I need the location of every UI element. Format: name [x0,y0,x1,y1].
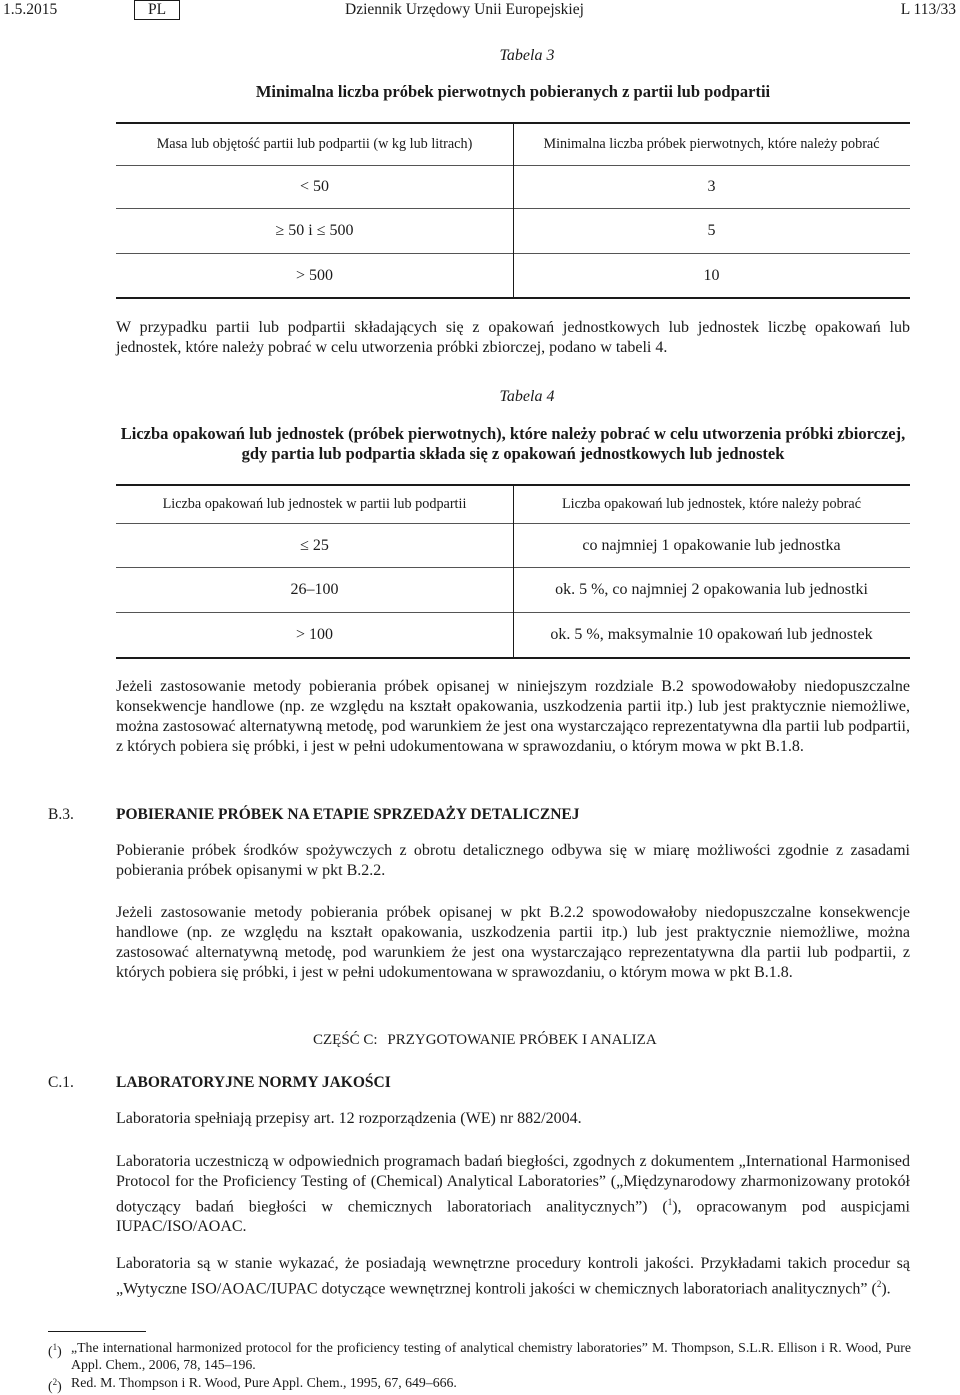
paragraph: Jeżeli zastosowanie metody pobierania próbek opisanej w pkt B.2.2 spowodowałoby niedopuszczalne konsekwencje handlowe (np. ze względu na kształt opakowania, uszkodzenia partii itp.) lub jest praktycznie niemożliwe, można zastosować alternatywną metodę, pod warunkiem że jest ona wystarczająco reprezentatywna dla partii lub podpartii, z których pobiera się próbki, i jest w pełni udokumentowana w sprawozdaniu, o którym mowa w pkt B.1.8. [116,904,910,981]
paragraph: Pobieranie próbek środków spożywczych z obrotu detalicznego odbywa się w miarę możliwości zgodnie z zasadami pobierania próbek opisanymi w pkt B.2.2. [116,842,910,879]
part-heading [313,1032,673,1049]
footnote-text: „The international harmonized protocol for the proficiency testing of analytical chemistry laboratories” M. Thompson, S.L.R. Ellison i R. Wood, Pure Appl. Chem., 2006, 78, 145–196. [71,1340,911,1372]
footnote-mark: ($^1$) [48,1342,62,1359]
paragraph: Jeżeli zastosowanie metody pobierania próbek opisanej w niniejszym rozdziale B.2 spowodowałoby niedopuszczalne konsekwencje handlowe (np. ze względu na kształt opakowania, uszkodzenia partii itp.) lub jest praktycznie niemożliwe, można zastosować alternatywną metodę, pod warunkiem że jest ona wystarczająco reprezentatywna dla partii lub podpartii, z których pobiera się próbki, i jest w pełni udokumentowana w sprawozdaniu, o którym mowa w pkt B.1.8. [116,678,910,755]
table3 [116,122,910,299]
paragraph: W przypadku partii lub podpartii składających się z opakowań jednostkowych lub jednostek liczbę opakowań lub jednostek, które należy pobrać w celu utworzenia próbki zbiorczej, podano w tabeli 4. [116,319,910,356]
table-cell: > 100 [295,626,334,643]
section-number: B.3. [48,806,74,823]
language-badge: PL [134,0,180,20]
paragraph-text: Laboratoria uczestniczą w odpowiednich programach badań biegłości, zgodnych z dokumentem „International Harmonised Protocol for the Proficiency Testing of (Chemical) Analytical Laboratories” („Międzynarodowy zharmonizowany protokół dotyczący badań biegłości w chemicznych laboratoriach analitycznych”) ( [116,1153,910,1216]
paragraph-text: Laboratoria są w stanie wykazać, że posiadają wewnętrzne procedury kontroli jakości. Przykładami takich procedur są „Wytyczne ISO/AOAC/IUPAC dotyczące wewnętrznej kontroli jakości w chemicznych laboratoriach analitycznych” ( [116,1255,910,1298]
table-cell: 10 [703,266,720,284]
paragraph-text: ), opracowanym pod auspicjami IUPAC/ISO/AOAC. [116,1198,910,1236]
publication-date: 1.5.2015 [3,1,58,18]
table-cell: ≤ 25 [300,536,329,554]
section-title: POBIERANIE PRÓBEK NA ETAPIE SPRZEDAŻY DETALICZNEJ [116,806,580,823]
table4-caption: Tabela 4 [499,388,555,405]
table3-header-min-samples: Minimalna liczba próbek pierwotnych, które należy pobrać [543,136,880,152]
footnote-separator [48,1331,146,1332]
table4-header-count: Liczba opakowań lub jednostek w partii lub podpartii [162,496,467,512]
paragraph: Laboratoria spełniają przepisy art. 12 rozporządzenia (WE) nr 882/2004. [116,1110,582,1127]
page-reference: L 113/33 [900,1,956,18]
part-title: PRZYGOTOWANIE PRÓBEK I ANALIZA [387,1032,657,1048]
table-cell: ≥ 50 i ≤ 500 [275,222,354,239]
footnote-ref[interactable]: 2 [876,1279,882,1289]
footnote-mark: ($^2$) [48,1377,62,1394]
column-divider [513,484,514,659]
table-cell: < 50 [299,178,330,195]
table3-title: Minimalna liczba próbek pierwotnych pobieranych z partii lub podpartii [255,82,771,101]
table-cell: 5 [707,222,716,239]
table4-title: Liczba opakowań lub jednostek (próbek pierwotnych), które należy pobrać w celu utworzenia próbki zbiorczej, gdy partia lub podpartia składa się z opakowań jednostkowych lub jednostek [120,424,906,463]
section-number: C.1. [48,1074,74,1091]
paragraph [116,1152,910,1237]
paragraph [116,1254,910,1299]
footnote-ref[interactable]: 1 [667,1197,673,1207]
footnote-text: Red. M. Thompson i R. Wood, Pure Appl. Chem., 1995, 67, 649–666. [71,1375,457,1390]
part-label: CZĘŚĆ C: [313,1032,378,1048]
table-cell: 26–100 [290,581,339,598]
table-cell: > 500 [295,266,334,284]
table4-header-to-take: Liczba opakowań lub jednostek, które należy pobrać [561,496,861,512]
column-divider [513,122,514,299]
table-cell: ok. 5 %, co najmniej 2 opakowania lub jednostki [555,581,868,598]
table-cell: 3 [707,178,716,195]
journal-title: Dziennik Urzędowy Unii Europejskiej [345,1,584,18]
section-title: LABORATORYJNE NORMY JAKOŚCI [116,1074,391,1091]
table-cell: co najmniej 1 opakowanie lub jednostka [582,536,841,554]
table3-header-mass: Masa lub objętość partii lub podpartii (w kg lub litrach) [156,136,473,152]
table3-caption: Tabela 3 [499,47,555,64]
page-header [0,0,960,22]
table4 [116,484,910,659]
table-cell: ok. 5 %, maksymalnie 10 opakowań lub jednostek [550,626,873,643]
paragraph-text: ). [881,1280,891,1298]
